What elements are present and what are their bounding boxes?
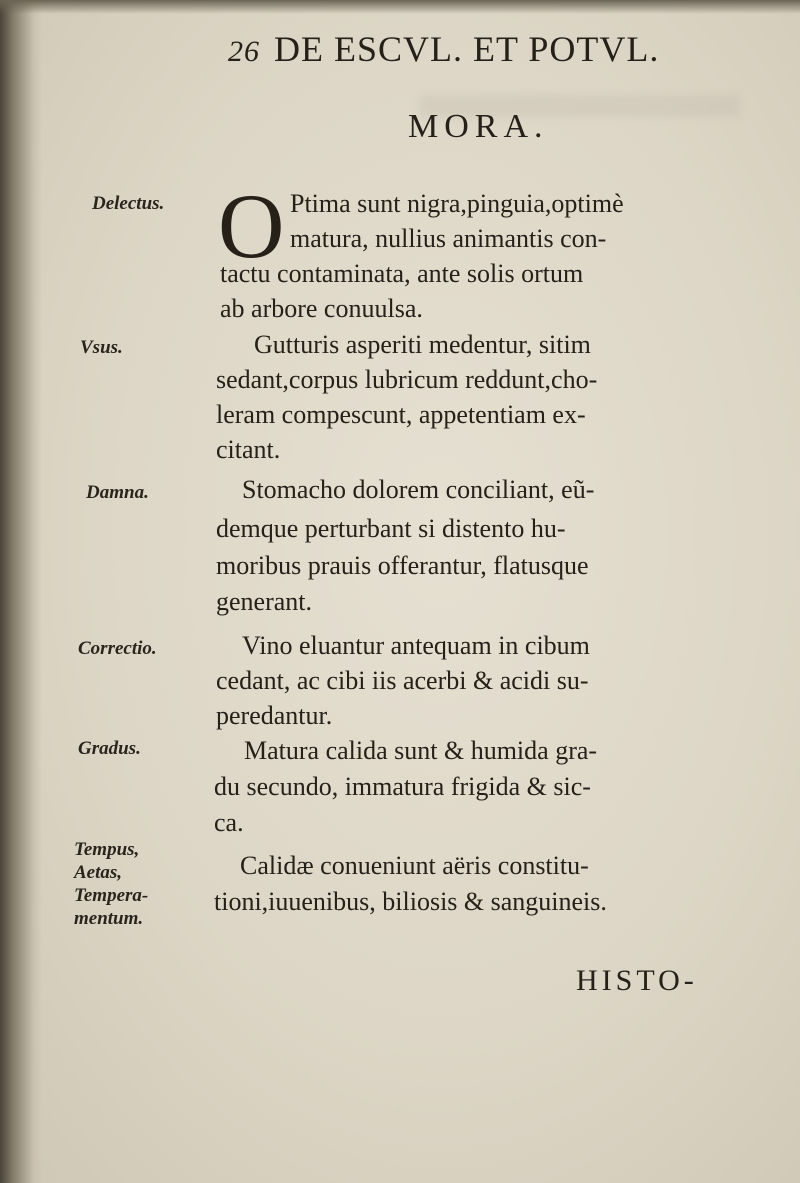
text-line: Stomacho dolorem conciliant, eũ- <box>242 475 595 504</box>
margin-label-line: Tempus, <box>74 839 140 860</box>
text-line: Matura calida sunt & humida gra- <box>244 736 598 765</box>
text-line: tioni,iuuenibus, biliosis & sanguineis. <box>214 887 607 916</box>
catchword: HISTO- <box>576 964 698 997</box>
text-line: moribus prauis offerantur, flatusque <box>216 551 589 580</box>
page-top-shadow <box>0 0 800 14</box>
margin-label-line: Delectus. <box>92 193 165 214</box>
text-line: tactu contaminata, ante solis ortum <box>220 259 584 288</box>
text-line: demque perturbant si distento hu- <box>216 514 566 543</box>
text-line: sedant,corpus lubricum reddunt,cho- <box>216 365 598 394</box>
text-line: du secundo, immatura frigida & sic- <box>214 772 591 801</box>
margin-label-vsus <box>80 336 123 359</box>
text-line: ab arbore conuulsa. <box>220 294 423 323</box>
text-line: matura, nullius animantis con- <box>290 224 607 253</box>
text-line: peredantur. <box>216 701 333 730</box>
text-line: leram compescunt, appetentiam ex- <box>216 400 586 429</box>
margin-label-line: Correctio. <box>78 638 157 659</box>
text-line: citant. <box>216 435 281 464</box>
drop-capital: O <box>218 175 285 277</box>
text-line: cedant, ac cibi iis acerbi & acidi su- <box>216 666 589 695</box>
section-heading: MORA. <box>408 108 549 145</box>
text-line: Ptima sunt nigra,pinguia,optimè <box>290 189 624 218</box>
page-number: 26 <box>228 35 260 68</box>
running-head <box>228 28 659 70</box>
margin-label-line: mentum. <box>74 908 144 929</box>
margin-label-correctio <box>78 637 157 660</box>
margin-label-line: Damna. <box>86 482 149 503</box>
text-line: Vino eluantur antequam in cibum <box>242 631 590 660</box>
margin-label-line: Vsus. <box>80 337 123 358</box>
running-title: DE ESCVL. ET POTVL. <box>274 29 660 69</box>
margin-label-gradus <box>78 737 141 760</box>
margin-label-line: Gradus. <box>78 738 141 759</box>
text-line: Gutturis asperiti medentur, sitim <box>254 330 591 359</box>
text-line: ca. <box>214 808 244 837</box>
binding-gutter <box>0 0 42 1183</box>
margin-label-line: Tempera- <box>74 885 149 906</box>
margin-label-line: Aetas, <box>74 862 123 883</box>
text-line: Calidæ conueniunt aëris constitu- <box>240 851 589 880</box>
margin-label-damna <box>86 481 149 504</box>
text-line: generant. <box>216 587 313 616</box>
margin-label-tempus <box>74 838 148 930</box>
margin-label-delectus <box>92 192 164 215</box>
